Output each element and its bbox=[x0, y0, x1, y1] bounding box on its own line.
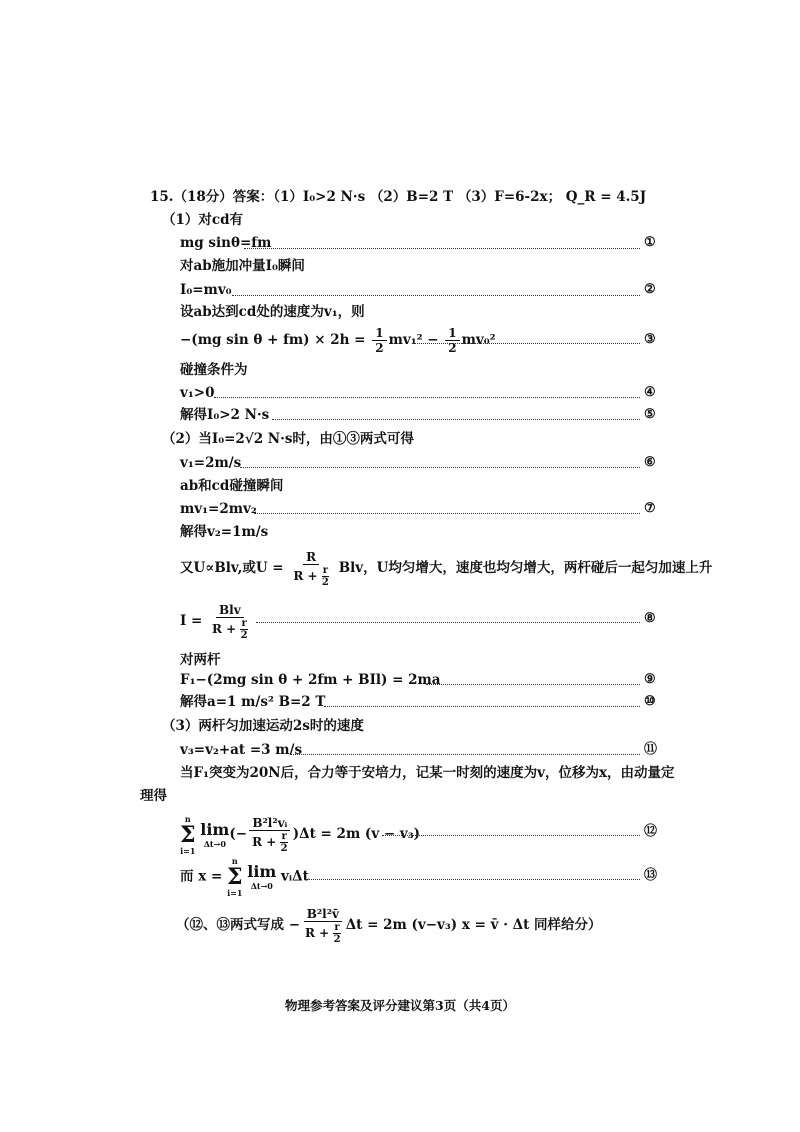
mark-6: ⑥ bbox=[644, 455, 656, 470]
sum-symbol: n Σ i=1 bbox=[180, 813, 196, 856]
u-fraction: R R + $\frac{r}{2}$ bbox=[293, 549, 329, 588]
eq3-minus: − bbox=[427, 332, 439, 348]
mark-2: ② bbox=[644, 282, 656, 297]
mark-8: ⑧ bbox=[644, 611, 656, 626]
equation-8 bbox=[180, 598, 253, 644]
equation-10: 解得a=1 m/s² B=2 T bbox=[180, 694, 326, 710]
mark-9: ⑨ bbox=[644, 672, 656, 687]
leader-dots bbox=[290, 754, 640, 755]
text-line: 对ab施加冲量I₀瞬间 bbox=[180, 258, 305, 274]
leader-dots bbox=[244, 248, 640, 249]
leader-dots bbox=[256, 622, 640, 623]
equation-1: mg sinθ=fm bbox=[180, 235, 272, 251]
mark-13: ⑬ bbox=[644, 868, 658, 883]
equation-12 bbox=[180, 806, 420, 862]
part1-heading: （1）对cd有 bbox=[162, 212, 244, 228]
eq13-suffix: vᵢΔt bbox=[281, 868, 309, 885]
text-line: 对两杆 bbox=[180, 652, 221, 668]
mark-10: ⑩ bbox=[644, 694, 656, 709]
note-prefix: （⑫、⑬两式写成 − bbox=[176, 917, 301, 933]
sum-symbol: n Σ i=1 bbox=[226, 856, 243, 898]
half-fraction: $\frac{1}{2}$ bbox=[445, 326, 459, 355]
i-prefix: I = bbox=[180, 613, 203, 629]
equation-2: I₀=mv₀ bbox=[180, 282, 232, 298]
equation-6: v₁=2m/s bbox=[180, 455, 242, 471]
mark-12: ⑫ bbox=[644, 824, 658, 839]
leader-dots bbox=[232, 295, 640, 296]
leader-dots bbox=[324, 706, 640, 707]
mark-5: ⑤ bbox=[644, 407, 656, 422]
note-fraction: B²l²v̄ R + $\frac{r}{2}$ bbox=[305, 906, 341, 945]
half-fraction: $\frac{1}{2}$ bbox=[372, 326, 386, 355]
mark-7: ⑦ bbox=[644, 501, 656, 516]
mark-1: ① bbox=[644, 235, 656, 250]
eq13-prefix: 而 x = bbox=[180, 868, 223, 885]
part2-heading: （2）当I₀=2√2 N·s时，由①③两式可得 bbox=[162, 431, 414, 447]
mark-11: ⑪ bbox=[644, 742, 658, 757]
limit: lim Δt→0 bbox=[200, 819, 230, 849]
i-fraction: Blv R + $\frac{r}{2}$ bbox=[212, 602, 248, 641]
eq12-suffix: )Δt = 2m (v − v₃) bbox=[292, 826, 421, 842]
note-suffix: Δt = 2m (v−v₃) x = v̄ · Δt 同样给分） bbox=[345, 917, 602, 933]
force-fraction: B²l²vᵢ R + $\frac{r}{2}$ bbox=[249, 816, 291, 854]
equation-4: v₁>0 bbox=[180, 385, 215, 401]
equation-3 bbox=[180, 325, 496, 355]
equation-11: v₃=v₂+at =3 m/s bbox=[180, 742, 303, 758]
header-line: 15.（18分）答案：（1）I₀>2 N·s （2）B=2 T （3）F=6-2x； Q_R = 4.5J bbox=[150, 189, 647, 205]
leader-dots bbox=[240, 467, 640, 468]
leader-dots bbox=[382, 835, 640, 836]
leader-dots bbox=[254, 513, 640, 514]
text-line: 解得v₂=1m/s bbox=[180, 524, 269, 540]
text-line: ab和cd碰撞瞬间 bbox=[180, 478, 284, 494]
paragraph: 当F₁突变为20N后，合力等于安培力，记某一时刻的速度为v，位移为x，由动量定 bbox=[180, 765, 675, 781]
note-line bbox=[176, 902, 602, 948]
text-line: 碰撞条件为 bbox=[180, 362, 248, 378]
paragraph-cont: 理得 bbox=[140, 788, 167, 804]
leader-dots bbox=[306, 879, 640, 880]
mark-3: ③ bbox=[644, 332, 656, 347]
page-footer: 物理参考答案及评分建议第3页（共4页） bbox=[285, 998, 515, 1013]
u-relation bbox=[180, 545, 712, 591]
equation-5: 解得I₀>2 N·s bbox=[180, 407, 270, 423]
eq3-left: −(mg sin θ + fm) × 2h = bbox=[180, 332, 366, 348]
eq3-term2: mv₀² bbox=[461, 332, 496, 348]
mark-4: ④ bbox=[644, 385, 656, 400]
equation-13 bbox=[180, 856, 309, 898]
u-prefix: 又U∝Blv,或U = bbox=[180, 560, 284, 576]
equation-9: F₁−(2mg sin θ + 2fm + BIl) = 2ma bbox=[180, 672, 441, 688]
limit: lim Δt→0 bbox=[247, 862, 277, 891]
leader-dots bbox=[412, 343, 640, 344]
part3-heading: （3）两杆匀加速运动2s时的速度 bbox=[162, 718, 364, 734]
open-paren: (− bbox=[229, 826, 248, 842]
eq3-term1: mv₁² bbox=[388, 332, 423, 348]
equation-7: mv₁=2mv₂ bbox=[180, 501, 257, 517]
leader-dots bbox=[272, 419, 640, 420]
u-suffix: Blv，U均匀增大，速度也均匀增大，两杆碰后一起匀加速上升 bbox=[338, 560, 713, 576]
leader-dots bbox=[214, 397, 640, 398]
leader-dots bbox=[426, 684, 640, 685]
text-line: 设ab达到cd处的速度为v₁，则 bbox=[180, 304, 365, 320]
